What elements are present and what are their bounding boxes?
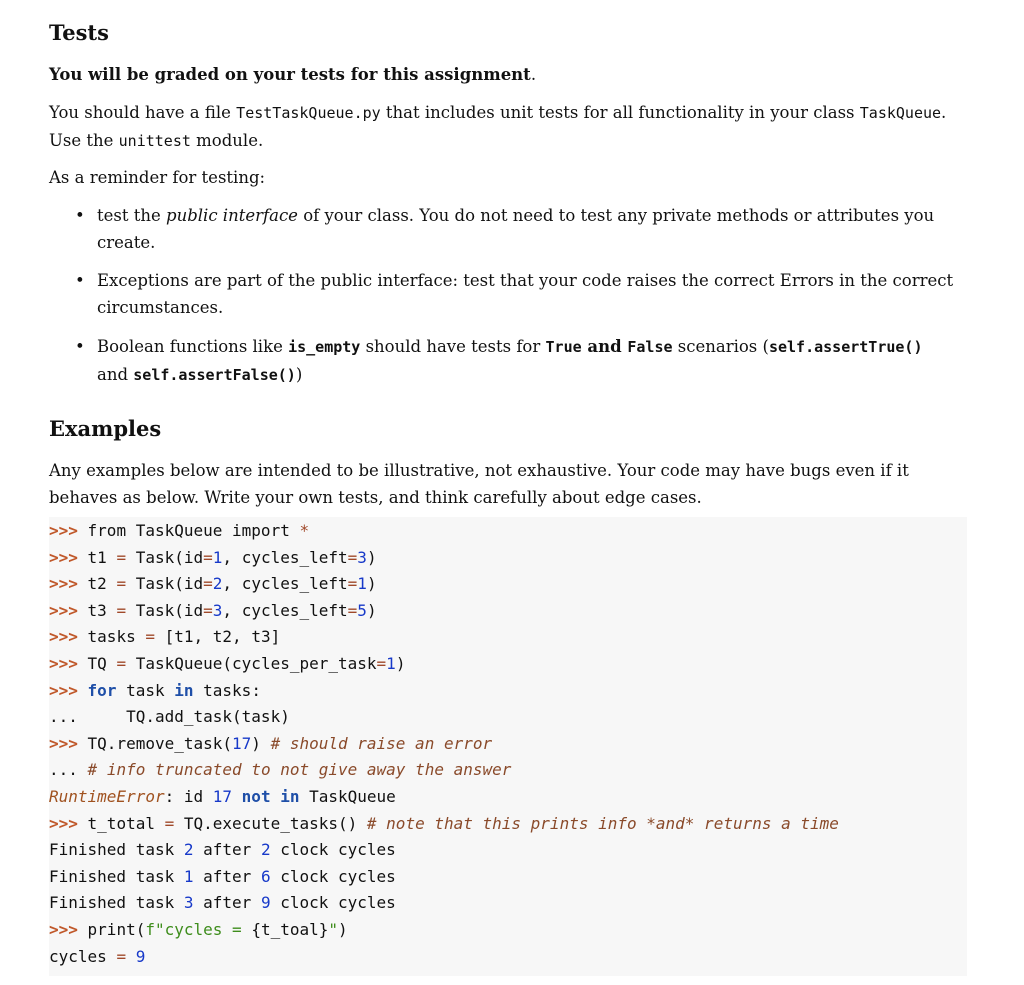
code-line (49, 756, 511, 783)
prompt: >>> (49, 920, 78, 939)
number: 9 (135, 946, 146, 966)
bullet-icon: • (75, 206, 85, 225)
code-text: , cycles_left (222, 600, 348, 620)
text: behaves as below. Write your own tests, and think carefully about edge cases. (49, 488, 702, 507)
continuation-prompt: ... (49, 707, 78, 727)
text: ) (295, 365, 303, 384)
code-text: after (193, 866, 261, 886)
code-line (49, 783, 396, 810)
prompt: >>> (49, 574, 78, 594)
string: " (328, 920, 339, 939)
text: Any examples below are intended to be illustrative, not exhaustive. Your code may have bugs even if it (49, 461, 909, 480)
graded-note (49, 61, 964, 88)
code-line (49, 544, 377, 571)
prompt: >>> (49, 654, 78, 673)
text: circumstances. (97, 298, 224, 317)
code-text: clock cycles (270, 893, 396, 913)
operator: = (145, 627, 155, 647)
code-text (232, 787, 242, 806)
code-text: after (193, 893, 261, 913)
number: 1 (183, 866, 194, 886)
code-text: , cycles_left (222, 547, 348, 567)
false-literal: False (627, 338, 673, 356)
operator: = (116, 574, 127, 594)
code-text: ) (395, 654, 406, 673)
code-text: ) (366, 574, 377, 594)
code-text: TaskQueue(cycles_per_task (126, 654, 377, 673)
graded-note-period: . (530, 65, 537, 84)
code-text: clock cycles (270, 840, 396, 860)
keyword: in (280, 787, 300, 806)
code-line (49, 730, 492, 757)
number: 2 (212, 574, 223, 594)
number: 17 (212, 787, 233, 806)
operator: = (116, 600, 127, 620)
number: 9 (260, 893, 271, 913)
comment: # note that this prints info *and* returns a time (366, 813, 839, 833)
code-text: [t1, t2, t3] (154, 627, 281, 647)
number: 5 (357, 600, 367, 620)
true-literal: True (545, 338, 582, 356)
comment: # info truncated to not give away the answer (87, 760, 512, 780)
code-line (49, 623, 280, 650)
assert-false: self.assertFalse() (133, 366, 296, 384)
operator: = (116, 547, 127, 567)
prompt: >>> (49, 521, 78, 540)
code-line (49, 597, 377, 624)
code-text: Finished task (49, 866, 184, 886)
number: 1 (212, 547, 223, 567)
code-text: Task(id (126, 574, 204, 594)
prompt: >>> (49, 680, 78, 700)
number: 17 (232, 733, 252, 753)
number: 1 (357, 574, 367, 594)
text: You should have a file (49, 103, 237, 122)
code-text: after (193, 840, 261, 860)
keyword: for (87, 680, 117, 700)
code-text: ) (366, 547, 377, 567)
tests-heading: Tests (49, 20, 109, 45)
operator: = (347, 547, 358, 567)
keyword: not (241, 787, 271, 806)
number: 2 (183, 840, 194, 860)
code-text: ) (338, 920, 348, 939)
code-text (126, 947, 136, 966)
code-text: TQ.execute_tasks() (174, 813, 367, 833)
prompt: >>> (49, 733, 78, 753)
text: . (941, 103, 947, 122)
file-instructions (49, 99, 964, 155)
operator: = (116, 946, 127, 966)
text: of your class. You do not need to test any private methods or attributes you (297, 206, 935, 225)
string: f"cycles = (145, 920, 252, 939)
code-text: Task(id (126, 547, 204, 567)
reminder-list (49, 333, 964, 389)
code-line (49, 889, 396, 916)
code-text: t2 (77, 574, 117, 594)
text: module. (190, 131, 264, 150)
code-line (49, 570, 377, 597)
number: 3 (183, 893, 194, 913)
assert-true: self.assertTrue() (768, 338, 923, 356)
code-text: ) (251, 733, 271, 753)
number: 6 (260, 866, 271, 886)
examples-intro (49, 457, 964, 511)
code-text: {t_toal} (251, 920, 329, 939)
code-text: , cycles_left (222, 574, 348, 594)
error-name: RuntimeError (49, 787, 165, 806)
code-text (271, 787, 281, 806)
code-text: : id (164, 787, 213, 806)
emphasis: public interface (166, 206, 298, 225)
code-text: cycles (49, 946, 117, 966)
and-text: and (581, 337, 628, 356)
code-line (49, 916, 348, 943)
text: Boolean functions like (97, 337, 289, 356)
code-line (49, 810, 839, 837)
code-line (49, 517, 309, 544)
comment: # should raise an error (270, 733, 493, 753)
code-line (49, 836, 396, 863)
keyword: in (174, 680, 194, 700)
list-item (49, 267, 964, 321)
operator: = (376, 654, 387, 673)
operator: = (203, 600, 213, 620)
number: 3 (212, 600, 223, 620)
code-text: Finished task (49, 893, 184, 913)
operator: = (116, 654, 127, 673)
code-text: TaskQueue (299, 787, 396, 806)
code-text: print( (77, 920, 146, 939)
code-text: t1 (77, 547, 117, 567)
reminder-list (49, 202, 964, 256)
code-line (49, 863, 396, 890)
filename: TestTaskQueue.py (236, 104, 381, 122)
code-block (49, 517, 967, 976)
bullet-icon: • (75, 271, 85, 290)
list-item (49, 333, 964, 389)
code-text: t_total (77, 813, 165, 833)
code-text: TQ.remove_task( (77, 733, 233, 753)
module-name: unittest (118, 132, 191, 150)
code-text: from TaskQueue import (77, 521, 300, 540)
text: create. (97, 233, 156, 252)
number: 2 (260, 840, 271, 860)
reminder-list (49, 267, 964, 321)
examples-heading: Examples (49, 416, 162, 441)
prompt: >>> (49, 627, 78, 647)
reminder-text: As a reminder for testing: (49, 168, 266, 187)
code-line (49, 703, 290, 730)
text: and (97, 365, 134, 384)
prompt: >>> (49, 813, 78, 833)
function-name: is_empty (288, 338, 361, 356)
text: Use the (49, 131, 119, 150)
operator: = (164, 813, 175, 833)
operator: = (347, 574, 358, 594)
prompt: >>> (49, 547, 78, 567)
number: 3 (357, 547, 367, 567)
code-text: tasks (77, 627, 146, 647)
bullet-icon: • (75, 337, 85, 356)
text: that includes unit tests for all functionality in your class (380, 103, 860, 122)
text: Exceptions are part of the public interface: test that your code raises the correct Errors in the correct (97, 271, 954, 290)
code-line (49, 943, 145, 970)
continuation-prompt: ... (49, 760, 78, 780)
code-text: clock cycles (270, 866, 396, 886)
code-line (49, 677, 261, 704)
operator: = (203, 547, 213, 567)
text: scenarios ( (672, 337, 769, 356)
operator: * (299, 521, 310, 540)
operator: = (203, 574, 213, 594)
code-line (49, 650, 405, 677)
class-name: TaskQueue (859, 104, 942, 122)
code-text: t3 (77, 600, 117, 620)
code-text: TQ (77, 654, 117, 673)
graded-note-bold: You will be graded on your tests for this assignment (49, 65, 531, 84)
code-text: task (116, 680, 175, 700)
list-item (49, 202, 964, 256)
code-text: tasks: (193, 680, 261, 700)
number: 1 (386, 654, 396, 673)
text: test the (97, 206, 167, 225)
code-text: ) (366, 600, 377, 620)
operator: = (347, 600, 358, 620)
code-text: Task(id (126, 600, 204, 620)
prompt: >>> (49, 600, 78, 620)
code-text: TQ.add_task(task) (77, 707, 290, 727)
text: should have tests for (360, 337, 546, 356)
code-text: Finished task (49, 840, 184, 860)
